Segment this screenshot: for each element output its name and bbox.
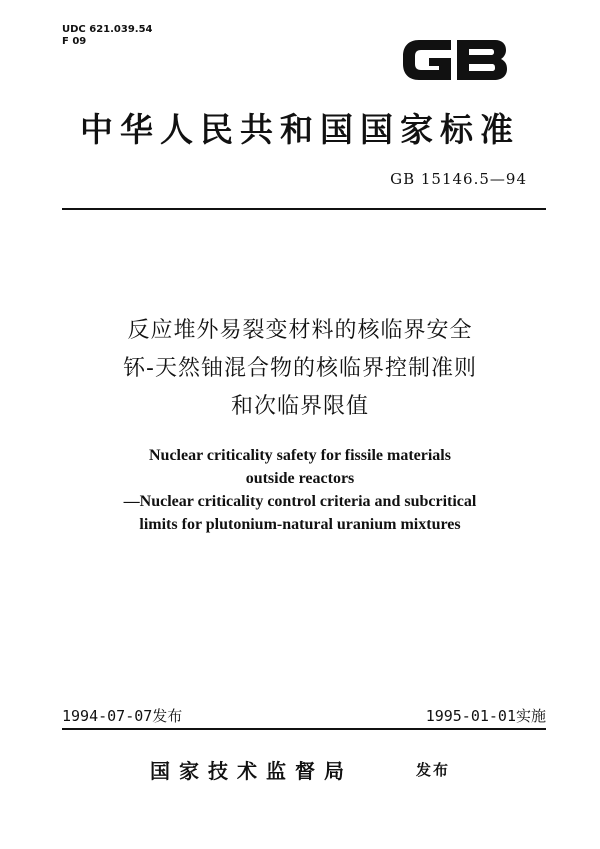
chinese-title-line: 反应堆外易裂变材料的核临界安全 (127, 318, 473, 343)
effective-date: 1995-01-01实施 (425, 707, 546, 725)
classification-codes (62, 24, 153, 48)
chinese-title-line: 和次临界限值 (230, 394, 369, 419)
chinese-title-line: 钚-天然铀混合物的核临界控制准则 (123, 356, 477, 381)
category-code: F 09 (62, 36, 87, 47)
english-title-line: limits for plutonium-natural uranium mixtures (139, 516, 461, 533)
gb-logo (401, 36, 509, 84)
footer-divider (62, 728, 546, 730)
udc-code: UDC 621.039.54 (62, 24, 153, 35)
header-divider (62, 208, 546, 210)
english-title (0, 444, 600, 536)
english-title-line: —Nuclear criticality control criteria and subcritical (123, 493, 477, 510)
english-title-line: outside reactors (245, 470, 355, 487)
standard-number: GB 15146.5—94 (390, 170, 527, 188)
chinese-title (0, 312, 600, 426)
standard-category-title: 中华人民共和国国家标准 (80, 110, 520, 149)
issue-label: 发布 (416, 761, 451, 779)
issuing-authority: 国家技术监督局 (150, 759, 353, 783)
english-title-line: Nuclear criticality safety for fissile materials (149, 447, 451, 464)
gb-logo-icon (401, 36, 509, 84)
publish-date: 1994-07-07发布 (62, 707, 183, 725)
date-row (62, 705, 546, 725)
